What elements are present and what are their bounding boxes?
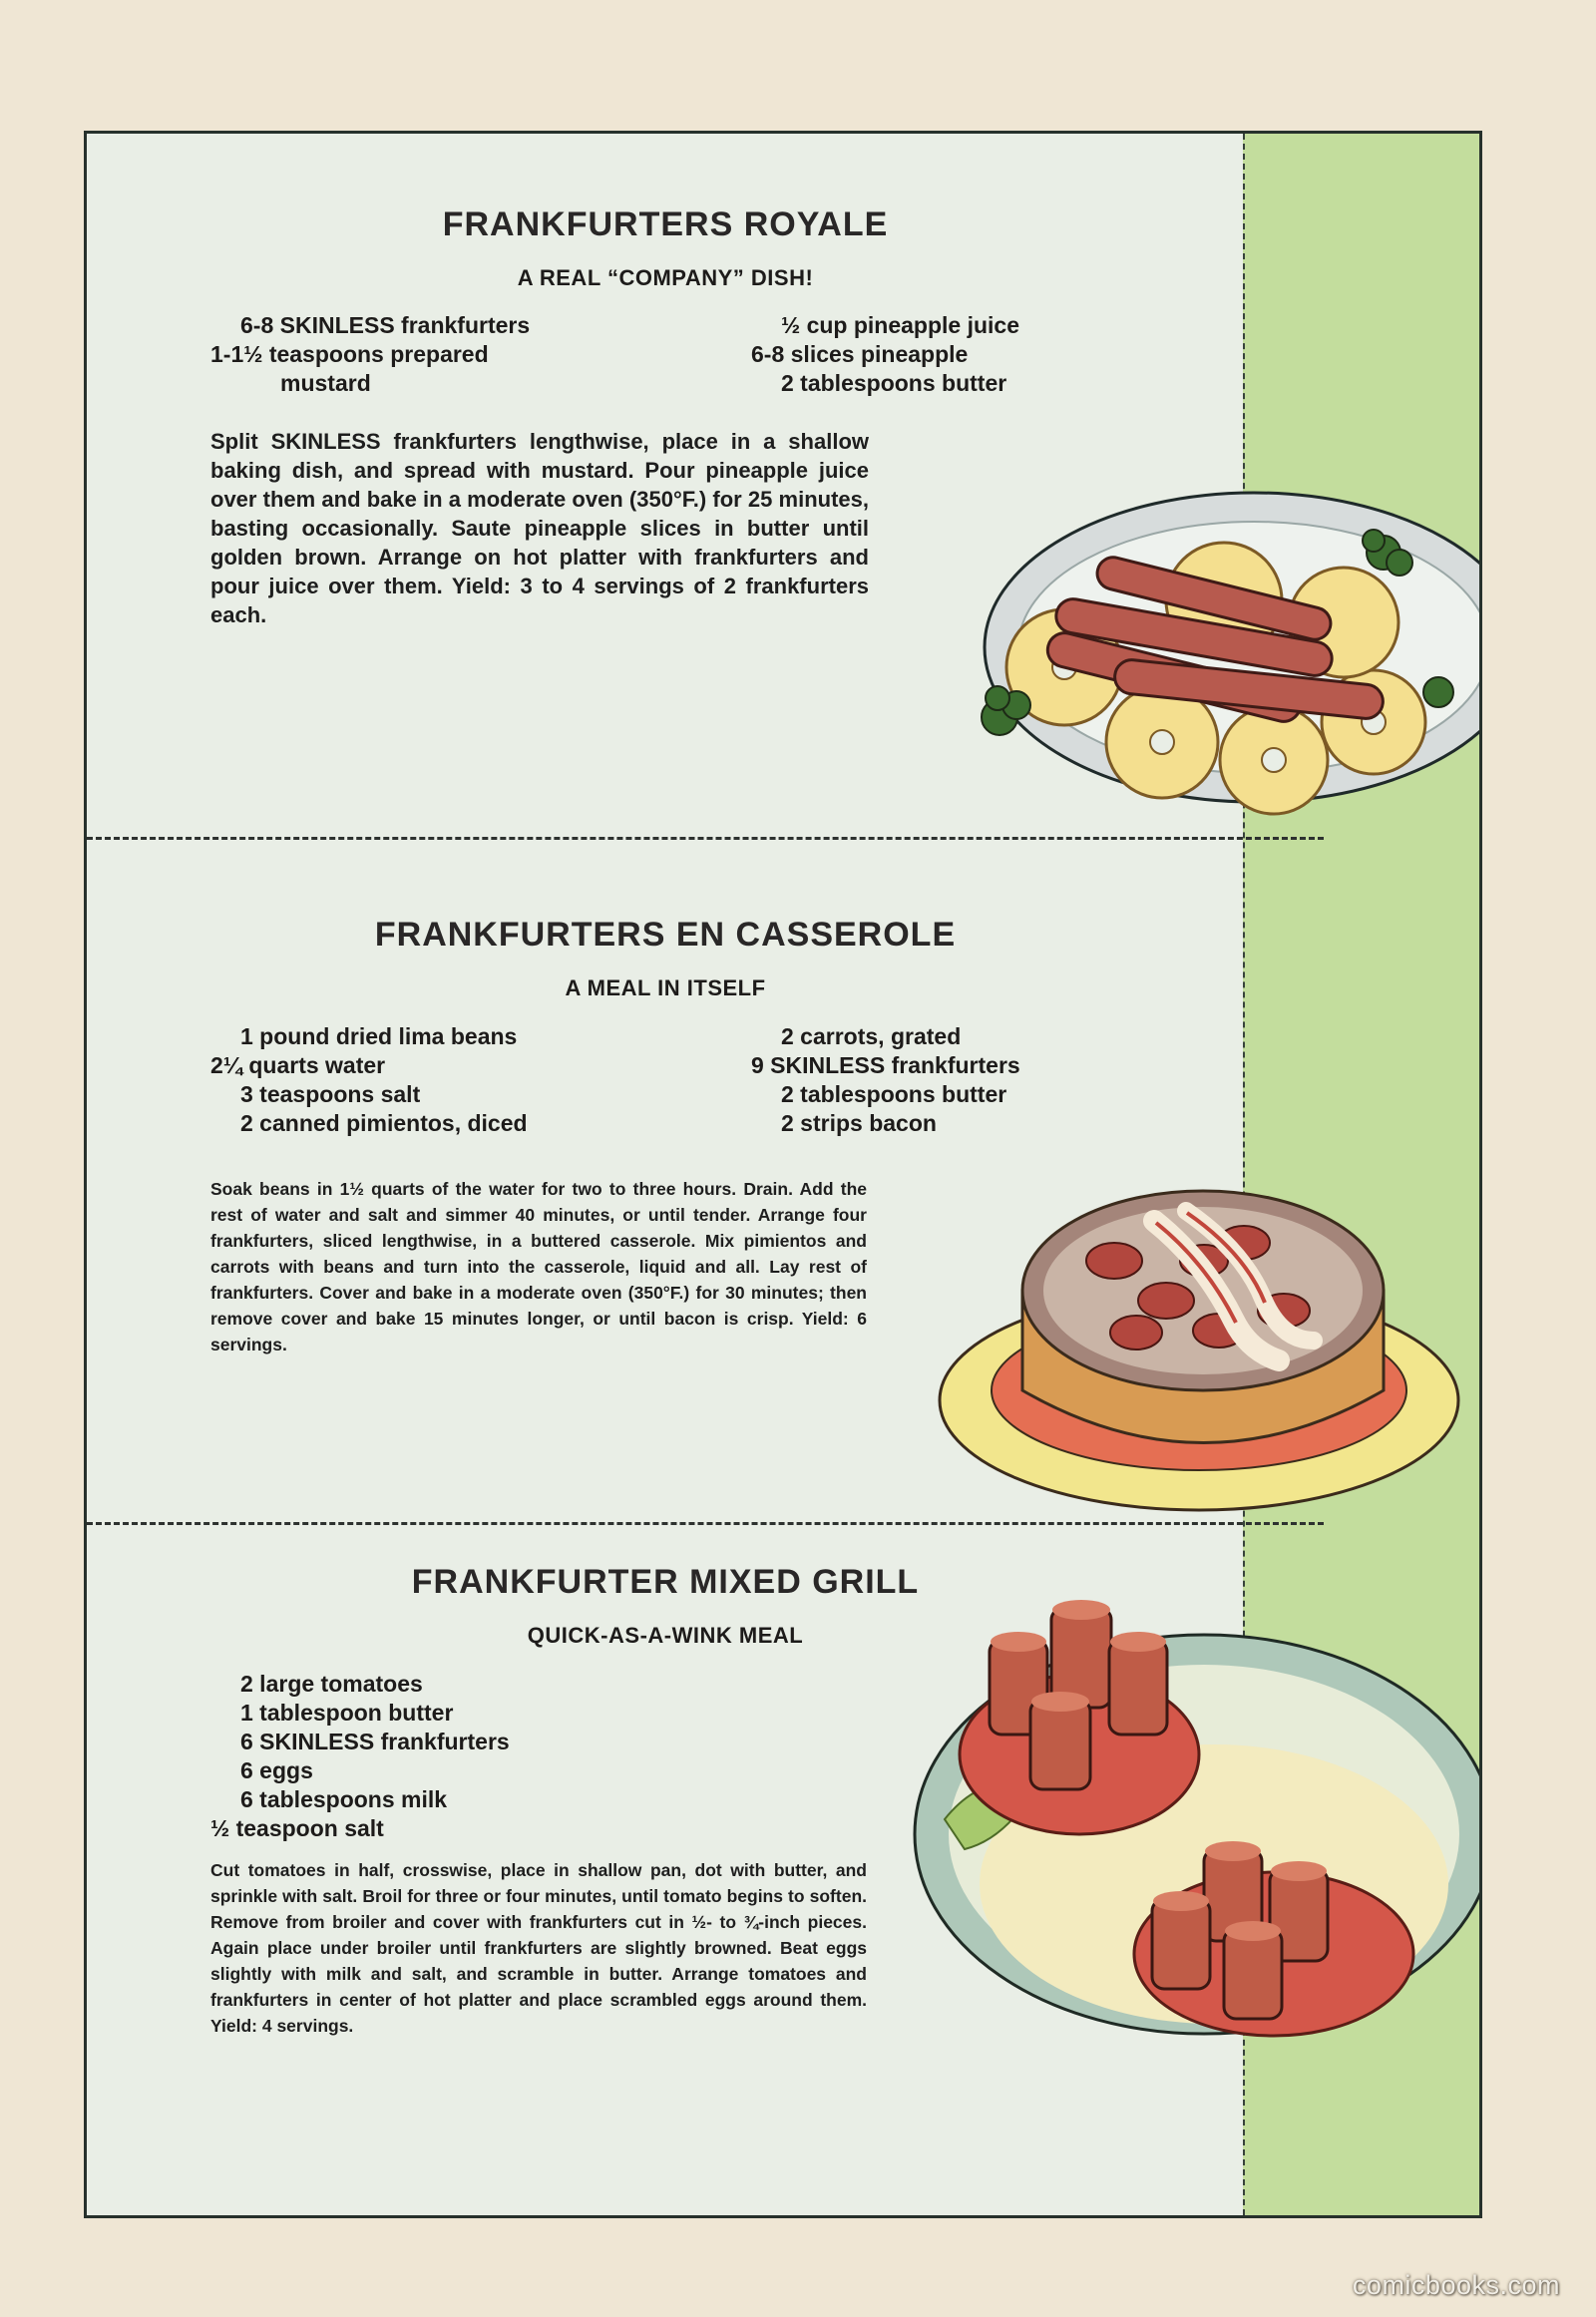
ingredient: 3 teaspoons salt (240, 1081, 421, 1107)
frankfurters-pineapple-platter-illustration (905, 423, 1482, 842)
ingredient: 6 SKINLESS frankfurters (240, 1729, 510, 1754)
recipe-subtitle: A REAL “COMPANY” DISH! (517, 265, 814, 290)
ingredient: 6 tablespoons milk (240, 1786, 448, 1812)
ingredient: ½ teaspoon salt (210, 1815, 384, 1841)
mixed-grill-platter-illustration (905, 1600, 1482, 2069)
ingredient: 2 large tomatoes (240, 1671, 423, 1697)
ingredient: 1-1½ teaspoons prepared (210, 341, 489, 367)
recipe-title: FRANKFURTERS ROYALE (442, 205, 889, 243)
recipe-title: FRANKFURTERS EN CASSEROLE (374, 916, 957, 954)
ingredient: 1 tablespoon butter (240, 1700, 454, 1726)
ingredient: 1 pound dried lima beans (240, 1023, 518, 1049)
ingredient: 2 strips bacon (781, 1110, 937, 1136)
casserole-dish-illustration (905, 1151, 1482, 1520)
recipe-instructions: Soak beans in 1½ quarts of the water for two to three hours. Drain. Add the rest of water and salt and simmer 40 minutes, or until tender. Arrange four frankfurters, sliced lengthwise, in a buttered casserole. Mix pimientos and carrots with beans and turn into the casserole, liquid and all. Lay rest of frankfurters. Cover and bake in a moderate oven (350°F.) for 30 minutes; then remove cover and bake 15 minutes longer, or until bacon is crisp. Yield: 6 servings. (210, 1179, 867, 1354)
ingredients-left (210, 1022, 528, 1138)
ingredient: 6 eggs (240, 1757, 313, 1783)
recipe-title: FRANKFURTER MIXED GRILL (411, 1563, 920, 1601)
recipe-instructions: Cut tomatoes in half, crosswise, place in shallow pan, dot with butter, and sprinkle with salt. Broil for three or four minutes, until tomato begins to soften. Remove from broiler and cover with frankfurters cut in ½- to ¾-inch pieces. Again place under broiler until frankfurters are slightly browned. Beat eggs slightly with milk and salt, and scramble in butter. Arrange tomatoes and frankfurters in center of hot platter and place scrambled eggs around them. Yield: 4 servings. (210, 1860, 867, 2036)
recipe-instructions: Split SKINLESS frankfurters lengthwise, place in a shallow baking dish, and spread with mustard. Pour pineapple juice over them and bake in a moderate oven (350°F.) for 25 minutes, basting occasionally. Saute pineapple slices in butter until golden brown. Arrange on hot platter with frankfurters and pour juice over them. Yield: 3 to 4 servings of 2 frankfurters each. (210, 429, 869, 627)
ingredient: 2 canned pimientos, diced (240, 1110, 528, 1136)
ingredients-right (751, 311, 1019, 398)
ingredient: 6-8 SKINLESS frankfurters (240, 312, 531, 338)
ingredients-right (751, 1022, 1020, 1138)
recipe-subtitle: A MEAL IN ITSELF (565, 975, 766, 1000)
ingredients-left (210, 311, 530, 398)
watermark: comicbooks.com (1352, 2270, 1560, 2300)
ingredient: mustard (280, 370, 371, 396)
ingredient: 9 SKINLESS frankfurters (751, 1052, 1020, 1078)
recipe-page (84, 131, 1482, 2218)
ingredient: 6-8 slices pineapple (751, 341, 969, 367)
ingredient: 2 tablespoons butter (781, 370, 1007, 396)
ingredient: ½ cup pineapple juice (781, 312, 1020, 338)
ingredient: 2¼ quarts water (210, 1052, 386, 1078)
recipe-subtitle: QUICK-AS-A-WINK MEAL (527, 1623, 804, 1648)
ingredient: 2 tablespoons butter (781, 1081, 1007, 1107)
ingredients-left (210, 1670, 510, 1843)
ingredient: 2 carrots, grated (781, 1023, 962, 1049)
